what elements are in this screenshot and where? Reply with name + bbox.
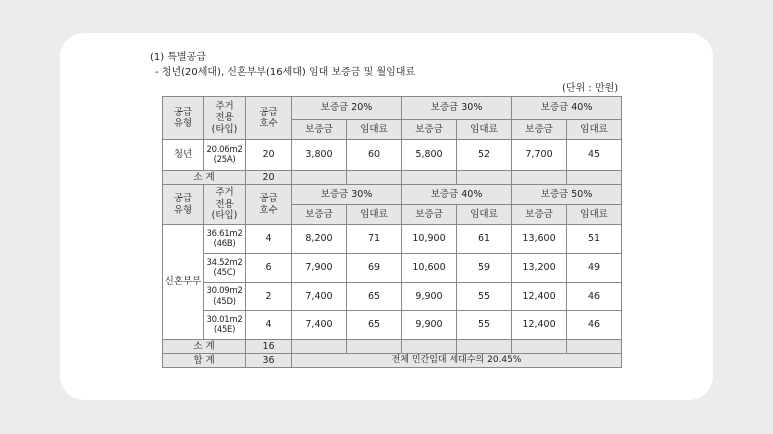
header-rent: 임대료: [457, 120, 512, 140]
value-cell: 7,700: [512, 140, 567, 171]
value-cell: 13,600: [512, 225, 567, 254]
subtotal-value: 16: [246, 340, 292, 354]
value-cell: 13,200: [512, 254, 567, 283]
subtotal-label: 소 계: [163, 171, 246, 185]
unit-type-cell: 34.52m2 (45C): [204, 254, 246, 283]
header-unit-type: 주거 전용 (타입): [204, 185, 246, 225]
value-cell: 10,900: [402, 225, 457, 254]
value-cell: 45: [567, 140, 622, 171]
newlywed-group-header: 보증금 30%: [292, 185, 402, 205]
youth-label: 청년: [163, 140, 204, 171]
value-cell: 60: [347, 140, 402, 171]
value-cell: 12,400: [512, 283, 567, 311]
section-subtitle: - 청년(20세대), 신혼부부(16세대) 임대 보증금 및 월임대료: [155, 67, 416, 78]
value-cell: 52: [457, 140, 512, 171]
value-cell: 5,800: [402, 140, 457, 171]
value-cell: 9,900: [402, 283, 457, 311]
youth-group-header: 보증금 20%: [292, 97, 402, 120]
youth-group-header: 보증금 30%: [402, 97, 512, 120]
value-cell: 8,200: [292, 225, 347, 254]
value-cell: 59: [457, 254, 512, 283]
header-deposit: 보증금: [402, 120, 457, 140]
table-row: [163, 254, 622, 283]
value-cell: 65: [347, 283, 402, 311]
header-rent: 임대료: [567, 205, 622, 225]
value-cell: 65: [347, 311, 402, 340]
value-cell: 46: [567, 311, 622, 340]
header-deposit: 보증금: [512, 205, 567, 225]
unit-type-cell: 30.09m2 (45D): [204, 283, 246, 311]
value-cell: 7,400: [292, 283, 347, 311]
value-cell: 69: [347, 254, 402, 283]
table-row: [163, 311, 622, 340]
youth-header-row: [163, 97, 622, 120]
subtotal-label: 소 계: [163, 340, 246, 354]
table-row: [163, 225, 622, 254]
newlywed-group-header: 보증금 50%: [512, 185, 622, 205]
units-cell: 2: [246, 283, 292, 311]
header-deposit: 보증금: [292, 205, 347, 225]
header-supply-type: 공급 유형: [163, 97, 204, 140]
value-cell: 49: [567, 254, 622, 283]
header-units: 공급 호수: [246, 185, 292, 225]
unit-type-cell: 30.01m2 (45E): [204, 311, 246, 340]
units-cell: 4: [246, 311, 292, 340]
header-units: 공급 호수: [246, 97, 292, 140]
value-cell: 12,400: [512, 311, 567, 340]
header-deposit: 보증금: [512, 120, 567, 140]
value-cell: 10,600: [402, 254, 457, 283]
value-cell: 7,900: [292, 254, 347, 283]
unit-note: (단위 : 만원): [562, 83, 619, 94]
units-cell: 6: [246, 254, 292, 283]
header-unit-type: 주거 전용 (타입): [204, 97, 246, 140]
table-row: [163, 140, 622, 171]
header-rent: 임대료: [457, 205, 512, 225]
value-cell: 55: [457, 311, 512, 340]
header-rent: 임대료: [347, 120, 402, 140]
subtotal-value: 20: [246, 171, 292, 185]
value-cell: 3,800: [292, 140, 347, 171]
value-cell: 51: [567, 225, 622, 254]
newlywed-label: 신혼부부: [163, 225, 204, 340]
newlywed-header-row: [163, 185, 622, 205]
value-cell: 71: [347, 225, 402, 254]
header-supply-type: 공급 유형: [163, 185, 204, 225]
value-cell: 7,400: [292, 311, 347, 340]
value-cell: 46: [567, 283, 622, 311]
youth-subtotal-row: [163, 171, 622, 185]
rent-table: [162, 96, 622, 368]
total-note: 전체 민간임대 세대수의 20.45%: [292, 354, 622, 368]
value-cell: 55: [457, 283, 512, 311]
header-deposit: 보증금: [402, 205, 457, 225]
youth-group-header: 보증금 40%: [512, 97, 622, 120]
value-cell: 61: [457, 225, 512, 254]
total-row: [163, 354, 622, 368]
section-title: (1) 특별공급: [150, 52, 206, 63]
unit-type-cell: 20.06m2 (25A): [204, 140, 246, 171]
table-row: [163, 283, 622, 311]
total-label: 합 계: [163, 354, 246, 368]
newlywed-group-header: 보증금 40%: [402, 185, 512, 205]
units-cell: 4: [246, 225, 292, 254]
units-cell: 20: [246, 140, 292, 171]
newlywed-subtotal-row: [163, 340, 622, 354]
header-deposit: 보증금: [292, 120, 347, 140]
unit-type-cell: 36.61m2 (46B): [204, 225, 246, 254]
total-value: 36: [246, 354, 292, 368]
header-rent: 임대료: [347, 205, 402, 225]
header-rent: 임대료: [567, 120, 622, 140]
value-cell: 9,900: [402, 311, 457, 340]
